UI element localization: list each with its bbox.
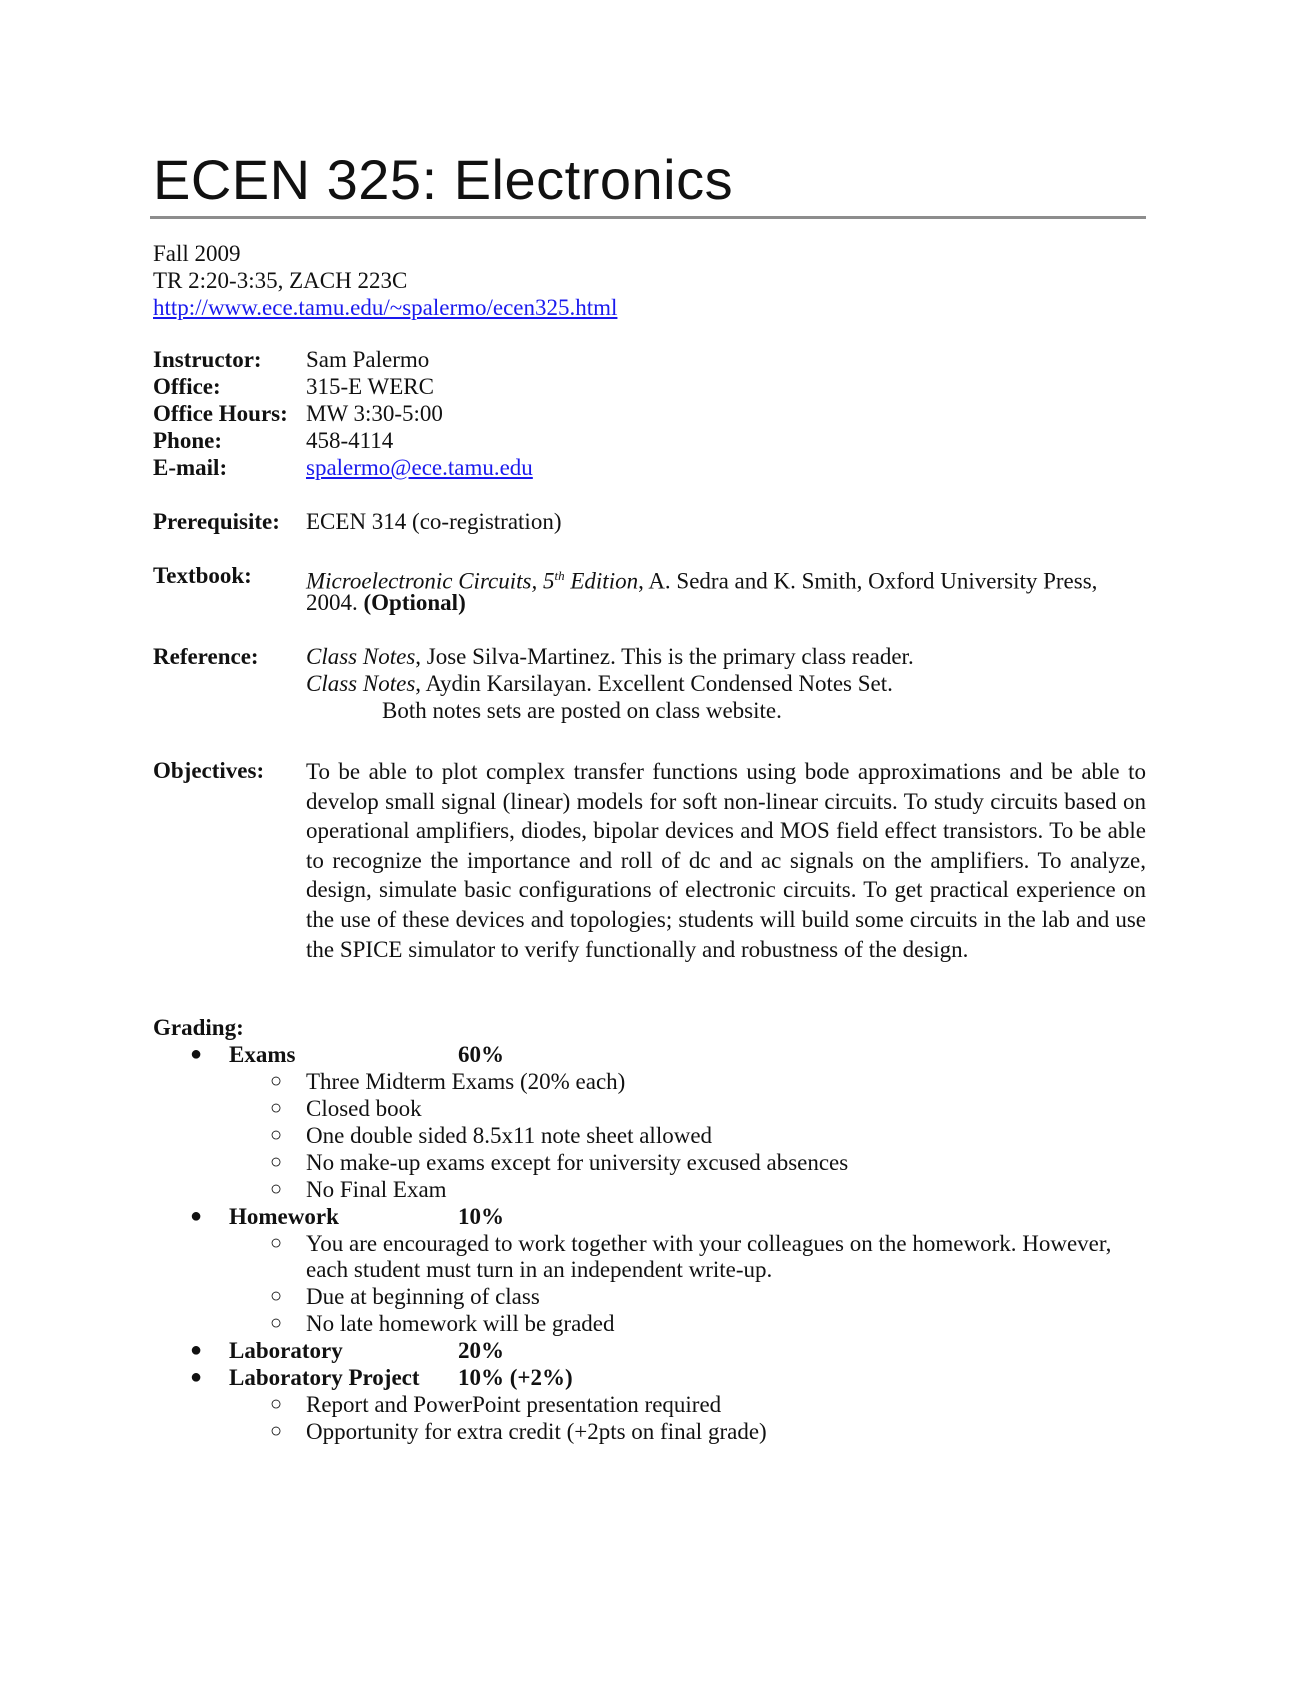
course-schedule: TR 2:20-3:35, ZACH 223C (153, 268, 408, 293)
bullet-icon: ● (190, 1339, 203, 1361)
syllabus-page: ECEN 325: Electronics Fall 2009 TR 2:20-3:35, ZACH 223C http://www.ece.tamu.edu/~spalermo/ecen325.html Instructor: Sam Palermo Office: 315-E WERC Office Hours: MW 3:30-5:00 Phone: 458-4114 E-mail: spalermo@ece.tamu.edu Prerequisite: ECEN 314 (co-registration) Textbook: Microelectronic Circuits, 5th Edition, A. Sedra and K. Smith, Oxford University Press, 2004. (Optional) Reference: Class Notes, Jose Silva-Martinez. This is the primary class reader. Class Notes, Aydin Karsilayan. Excellent Condensed Notes Set. Both notes sets are posted on class website. Objectives: To be able to plot complex transfer functions using bode approximations and be able to develop small signal (linear) models for soft non-linear circuits. To study circuits based on operational amplifiers, diodes, bipolar devices and MOS field effect transistors. To be able to recognize the importance and roll of dc and ac signals on the amplifiers. To analyze, design, simulate basic configurations of electronic circuits. To get practical experience on the use of these devices and topologies; students will build some circuits in the lab and use the SPICE simulator to verify functionally and robustness of the design. Grading: ● Exams 60% ○ Three Midterm Exams (20% each) ○ Closed book ○ One double sided 8.5x11 note sheet allowed ○ No make-up exams except for university excused absences ○ No Final Exam ● Homework 10% ○ You are encouraged to work together with your colleagues on the homework. However, each student must turn in an independent write-up. ○ Due at beginning of class ○ No late homework will be graded ● Laboratory 20% ● Laboratory Project 10% (+2%) ○ Report and PowerPoint presentation required ○ Opportunity for extra credit (+2pts on final grade) (0, 0, 1306, 1692)
grade-project-name: Laboratory Project (229, 1365, 420, 1390)
course-term: Fall 2009 (153, 241, 241, 266)
circle-bullet-icon: ○ (270, 1420, 283, 1442)
email-label: E-mail: (153, 455, 228, 480)
objectives-label: Objectives: (153, 758, 265, 783)
circle-bullet-icon: ○ (270, 1312, 283, 1334)
page-title: ECEN 325: Electronics (153, 148, 734, 211)
circle-bullet-icon: ○ (270, 1285, 283, 1307)
circle-bullet-icon: ○ (270, 1070, 283, 1092)
grading-label: Grading: (153, 1015, 244, 1040)
circle-bullet-icon: ○ (270, 1151, 283, 1173)
circle-bullet-icon: ○ (270, 1232, 283, 1254)
title-rule (150, 216, 1146, 219)
textbook-title: Microelectronic Circuits, 5 (306, 568, 555, 594)
grade-project-pct: 10% (+2%) (458, 1365, 573, 1390)
textbook-edition-sup: th (554, 568, 565, 583)
circle-bullet-icon: ○ (270, 1393, 283, 1415)
bullet-icon: ● (190, 1043, 203, 1065)
phone-label: Phone: (153, 428, 222, 453)
reference-item-2-title: Class Notes (306, 671, 416, 696)
office-label: Office: (153, 374, 221, 399)
reference-item-1 (306, 643, 914, 670)
instructor-value: Sam Palermo (306, 347, 430, 372)
office-hours-value: MW 3:30-5:00 (306, 401, 443, 426)
office-hours-label: Office Hours: (153, 401, 288, 426)
bullet-icon: ● (190, 1205, 203, 1227)
objectives-text: To be able to plot complex transfer functions using bode approximations and be able to develop small signal (linear) models for soft non-linear circuits. To study circuits based on operational amplifiers, diodes, bipolar devices and MOS field effect transistors. To be able to recognize the importance and roll of dc and ac signals on the amplifiers. To analyze, design, simulate basic configurations of electronic circuits. To get practical experience on the use of these devices and topologies; students will build some circuits in the lab and use the SPICE simulator to verify functionally and robustness of the design. (306, 759, 1146, 962)
grade-laboratory-name: Laboratory (229, 1338, 343, 1363)
office-value: 315-E WERC (306, 374, 434, 399)
grade-exams-pct: 60% (458, 1042, 504, 1067)
instructor-label: Instructor: (153, 347, 262, 372)
phone-value: 458-4114 (306, 428, 394, 453)
email-link[interactable]: spalermo@ece.tamu.edu (306, 455, 533, 480)
reference-label: Reference: (153, 644, 259, 669)
textbook-line-2 (306, 589, 466, 616)
reference-note: Both notes sets are posted on class website. (382, 698, 782, 723)
reference-item-1-title: Class Notes (306, 644, 416, 669)
textbook-year: 2004. (306, 590, 358, 615)
grade-exams-name: Exams (229, 1042, 296, 1067)
grade-homework-name: Homework (229, 1204, 339, 1229)
textbook-edition: Edition (564, 568, 639, 594)
grade-homework-pct: 10% (458, 1204, 504, 1229)
reference-item-2-text: , Aydin Karsilayan. Excellent Condensed Notes Set. (415, 671, 893, 696)
circle-bullet-icon: ○ (270, 1124, 283, 1146)
circle-bullet-icon: ○ (270, 1178, 283, 1200)
circle-bullet-icon: ○ (270, 1097, 283, 1119)
prerequisite-value: ECEN 314 (co-registration) (306, 509, 562, 534)
prerequisite-label: Prerequisite: (153, 509, 280, 534)
grade-laboratory-pct: 20% (458, 1338, 504, 1363)
textbook-publisher: , A. Sedra and K. Smith, Oxford University Press, (638, 568, 1098, 594)
textbook-label: Textbook: (153, 563, 252, 588)
textbook-optional: (Optional) (363, 590, 466, 615)
reference-item-1-text: , Jose Silva-Martinez. This is the primary class reader. (415, 644, 914, 669)
course-website-link[interactable]: http://www.ece.tamu.edu/~spalermo/ecen325.html (153, 295, 618, 320)
bullet-icon: ● (190, 1366, 203, 1388)
reference-item-2 (306, 670, 893, 697)
course-meta (153, 240, 617, 321)
